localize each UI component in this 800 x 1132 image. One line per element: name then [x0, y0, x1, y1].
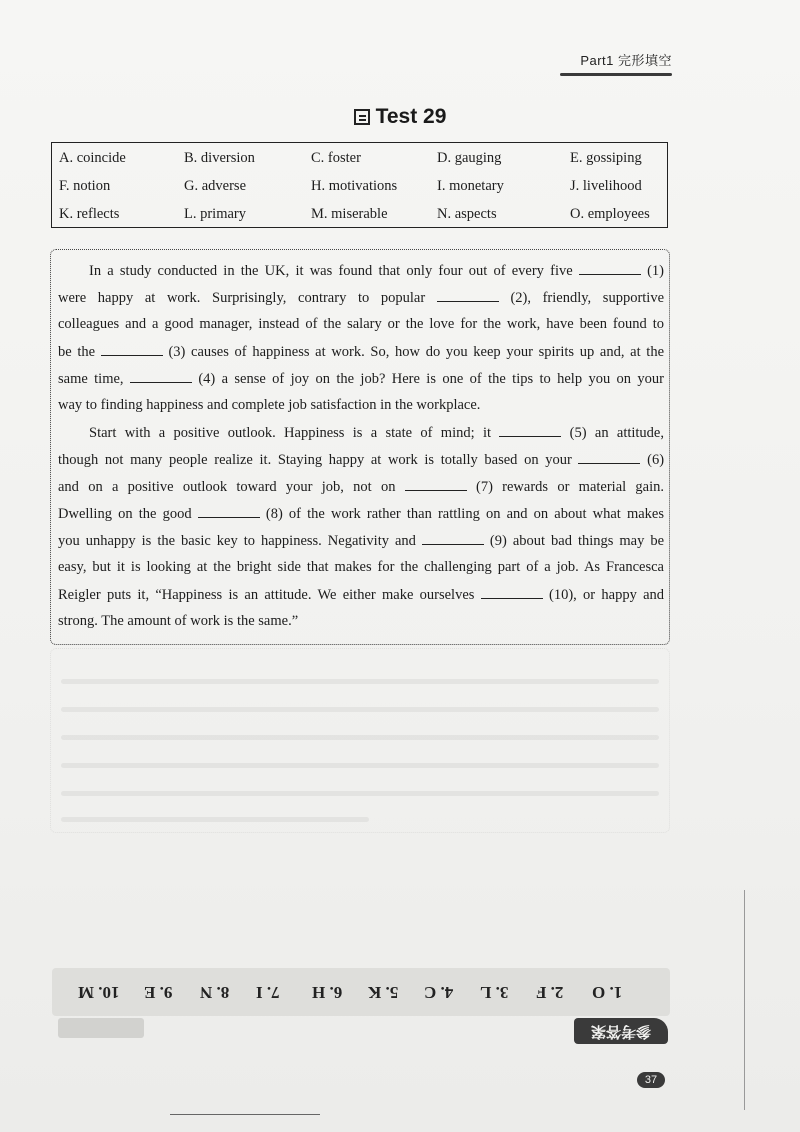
- blank-2[interactable]: [437, 287, 499, 302]
- passage-line: [58, 476, 664, 496]
- passage-text: (2), friendly, supportive: [510, 290, 665, 306]
- test-title-text: Test 29: [375, 105, 447, 128]
- passage-text: way to finding happiness and complete job satisfaction in the workplace.: [58, 397, 481, 413]
- word-bank-item: H. motivations: [311, 178, 398, 194]
- answer-item: 9. E: [144, 983, 173, 1002]
- bleed-through-line: [61, 817, 369, 822]
- blank-3[interactable]: [101, 341, 163, 356]
- answer-key-tab-shadow: [58, 1018, 144, 1038]
- passage-text: (7) rewards or material gain.: [476, 479, 665, 495]
- answer-item: 1. O: [592, 983, 623, 1002]
- answer-item: 5. K: [368, 983, 399, 1002]
- word-bank-item: C. foster: [311, 150, 361, 166]
- section-header: [560, 50, 672, 76]
- word-bank-item: K. reflects: [59, 206, 120, 222]
- passage-line: [58, 422, 664, 442]
- page-number: 37: [637, 1072, 665, 1088]
- bleed-through-line: [61, 735, 659, 740]
- passage-line: [58, 314, 664, 334]
- word-bank-item: L. primary: [184, 206, 247, 222]
- blank-4[interactable]: [130, 368, 192, 383]
- word-bank-item: E. gossiping: [570, 150, 642, 166]
- passage-line: [58, 287, 664, 307]
- passage-text: In a study conducted in the UK, it was found that only four out of every five: [89, 263, 573, 279]
- word-bank-item: F. notion: [59, 178, 111, 194]
- answer-item: 2. F: [536, 983, 564, 1002]
- blank-10[interactable]: [481, 584, 543, 599]
- word-bank-item: M. miserable: [311, 206, 388, 222]
- passage-text: easy, but it is looking at the bright side that makes for the challenging part of a job. As Francesca: [58, 559, 664, 575]
- bottom-rule: [170, 1114, 320, 1115]
- blank-9[interactable]: [422, 530, 484, 545]
- word-bank-item: N. aspects: [437, 206, 497, 222]
- bleed-through-line: [61, 707, 659, 712]
- passage-line: [58, 611, 664, 631]
- passage-text: were happy at work. Surprisingly, contrary to popular: [58, 290, 426, 306]
- binding-edge: [744, 890, 745, 1110]
- passage-text: Dwelling on the good: [58, 506, 192, 522]
- passage-text: (10), or happy and: [548, 587, 665, 603]
- passage-text: Start with a positive outlook. Happiness is a state of mind; it: [89, 425, 491, 441]
- passage-line: [58, 503, 664, 523]
- answer-item: 4. C: [424, 983, 454, 1002]
- bleed-through-block: [50, 648, 670, 833]
- passage-line: [58, 341, 664, 361]
- passage-text: Reigler puts it, “Happiness is an attitude. We either make ourselves: [58, 587, 475, 603]
- answer-item: 8. N: [200, 983, 230, 1002]
- passage-text: (8) of the work rather than rattling on and on about what makes: [265, 506, 665, 522]
- bleed-through-line: [61, 791, 659, 796]
- passage-text: (9) about bad things may be: [489, 533, 665, 549]
- blank-7[interactable]: [405, 476, 467, 491]
- document-icon: [354, 109, 370, 125]
- answer-item: 10. M: [78, 983, 120, 1002]
- passage-text: (4) a sense of joy on the job? Here is one of the tips to help you on your: [198, 371, 665, 387]
- passage-line: [58, 449, 664, 469]
- word-bank: [51, 142, 668, 228]
- passage-text: (6): [647, 452, 665, 468]
- test-title: [0, 105, 800, 129]
- word-bank-item: A. coincide: [59, 150, 126, 166]
- passage-text: (3) causes of happiness at work. So, how do you keep your spirits up and, at the: [168, 344, 664, 360]
- passage-text: you unhappy is the basic key to happiness. Negativity and: [58, 533, 416, 549]
- word-bank-item: B. diversion: [184, 150, 255, 166]
- passage-text: and on a positive outlook toward your job, not on: [58, 479, 396, 495]
- passage-line: [58, 584, 664, 604]
- word-bank-item: O. employees: [570, 206, 650, 222]
- word-bank-item: I. monetary: [437, 178, 504, 194]
- answer-key-label: 参考答案: [574, 1018, 668, 1044]
- passage-text: though not many people realize it. Staying happy at work is totally based on your: [58, 452, 572, 468]
- bleed-through-line: [61, 763, 659, 768]
- passage-line: [58, 530, 664, 550]
- answer-key-bar: [52, 968, 670, 1016]
- blank-8[interactable]: [198, 503, 260, 518]
- passage-text: be the: [58, 344, 96, 360]
- word-bank-item: G. adverse: [184, 178, 247, 194]
- passage-line: [58, 395, 664, 415]
- word-bank-item: D. gauging: [437, 150, 502, 166]
- passage-line: [58, 557, 664, 577]
- answer-item: 6. H: [312, 983, 343, 1002]
- word-bank-item: J. livelihood: [570, 178, 642, 194]
- passage-line: [58, 260, 664, 280]
- passage-text: (1): [647, 263, 665, 279]
- blank-1[interactable]: [579, 260, 641, 275]
- bleed-through-line: [61, 679, 659, 684]
- blank-5[interactable]: [499, 422, 561, 437]
- passage-line: [58, 368, 664, 388]
- passage-text: colleagues and a good manager, instead of the salary or the love for the work, have been found to: [58, 316, 664, 332]
- passage-text: same time,: [58, 371, 124, 387]
- section-label: Part1 完形填空: [580, 53, 672, 68]
- blank-6[interactable]: [578, 449, 640, 464]
- passage-text: (5) an attitude,: [569, 425, 664, 441]
- header-rule: [560, 73, 672, 76]
- passage-text: strong. The amount of work is the same.”: [58, 613, 299, 629]
- answer-item: 3. L: [480, 983, 509, 1002]
- answer-item: 7. I: [256, 983, 280, 1002]
